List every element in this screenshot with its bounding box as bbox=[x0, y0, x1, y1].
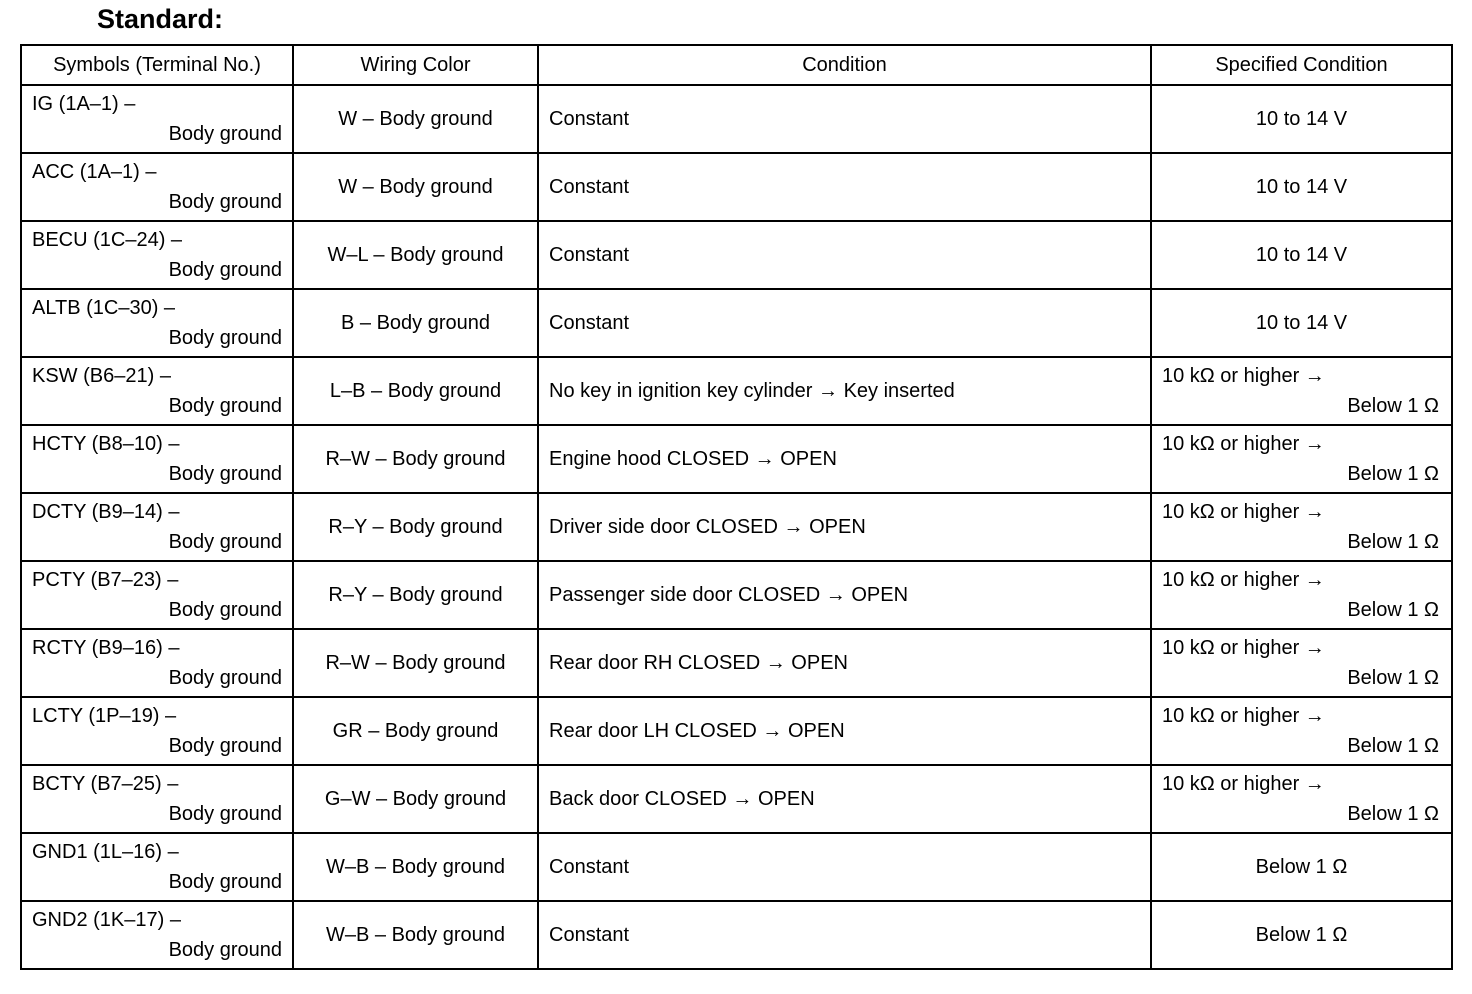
condition-cell: Constant bbox=[538, 901, 1151, 969]
symbol-cell bbox=[21, 901, 293, 969]
symbol-cell bbox=[21, 629, 293, 697]
specified-condition-cell bbox=[1151, 697, 1452, 765]
table-row bbox=[21, 697, 1452, 765]
column-header-symbols: Symbols (Terminal No.) bbox=[21, 45, 293, 85]
terminal-symbol: HCTY (B8–10) – bbox=[32, 433, 180, 455]
wiring-color-cell: W–L – Body ground bbox=[293, 221, 538, 289]
terminal-ground: Body ground bbox=[168, 871, 282, 893]
terminal-symbol: GND2 (1K–17) – bbox=[32, 909, 181, 931]
condition-cell: Constant bbox=[538, 153, 1151, 221]
terminal-ground: Body ground bbox=[168, 191, 282, 213]
table-row bbox=[21, 629, 1452, 697]
terminal-symbol: PCTY (B7–23) – bbox=[32, 569, 179, 591]
wiring-color-cell: W–B – Body ground bbox=[293, 833, 538, 901]
terminal-symbol: IG (1A–1) – bbox=[32, 93, 136, 115]
specified-condition-cell: 10 to 14 V bbox=[1151, 153, 1452, 221]
specified-condition-cell: 10 to 14 V bbox=[1151, 289, 1452, 357]
spec-value-after: Below 1 Ω bbox=[1347, 735, 1439, 757]
condition-cell: Constant bbox=[538, 289, 1151, 357]
table-row bbox=[21, 153, 1452, 221]
wiring-color-cell: B – Body ground bbox=[293, 289, 538, 357]
terminal-ground: Body ground bbox=[168, 667, 282, 689]
spec-value-before: 10 kΩ or higher → bbox=[1162, 569, 1325, 591]
specified-condition-cell: Below 1 Ω bbox=[1151, 833, 1452, 901]
table-row bbox=[21, 357, 1452, 425]
column-header-condition: Condition bbox=[538, 45, 1151, 85]
terminal-ground: Body ground bbox=[168, 395, 282, 417]
spec-value-after: Below 1 Ω bbox=[1347, 803, 1439, 825]
column-header-specified-condition: Specified Condition bbox=[1151, 45, 1452, 85]
table-row bbox=[21, 765, 1452, 833]
symbol-cell bbox=[21, 221, 293, 289]
wiring-color-cell: R–Y – Body ground bbox=[293, 493, 538, 561]
symbol-cell bbox=[21, 289, 293, 357]
spec-value-before: 10 kΩ or higher → bbox=[1162, 501, 1325, 523]
column-header-wiring-color: Wiring Color bbox=[293, 45, 538, 85]
symbol-cell bbox=[21, 425, 293, 493]
symbol-cell bbox=[21, 765, 293, 833]
terminal-symbol: ACC (1A–1) – bbox=[32, 161, 157, 183]
spec-value-before: 10 kΩ or higher → bbox=[1162, 773, 1325, 795]
wiring-color-cell: W–B – Body ground bbox=[293, 901, 538, 969]
condition-cell: Constant bbox=[538, 85, 1151, 153]
table-header-row bbox=[21, 45, 1452, 85]
specified-condition-cell bbox=[1151, 493, 1452, 561]
symbol-cell bbox=[21, 561, 293, 629]
table-body bbox=[21, 85, 1452, 969]
symbol-cell bbox=[21, 697, 293, 765]
specified-condition-cell bbox=[1151, 357, 1452, 425]
symbol-cell bbox=[21, 357, 293, 425]
terminal-ground: Body ground bbox=[168, 463, 282, 485]
terminal-symbol: BECU (1C–24) – bbox=[32, 229, 183, 251]
spec-value-after: Below 1 Ω bbox=[1347, 463, 1439, 485]
specified-condition-cell: 10 to 14 V bbox=[1151, 221, 1452, 289]
wiring-color-cell: R–W – Body ground bbox=[293, 425, 538, 493]
terminal-symbol: DCTY (B9–14) – bbox=[32, 501, 180, 523]
condition-cell: Driver side door CLOSED → OPEN bbox=[538, 493, 1151, 561]
specified-condition-cell bbox=[1151, 561, 1452, 629]
terminal-symbol: ALTB (1C–30) – bbox=[32, 297, 176, 319]
specified-condition-cell: 10 to 14 V bbox=[1151, 85, 1452, 153]
terminal-symbol: GND1 (1L–16) – bbox=[32, 841, 179, 863]
condition-cell: Rear door RH CLOSED → OPEN bbox=[538, 629, 1151, 697]
terminal-ground: Body ground bbox=[168, 259, 282, 281]
table-row bbox=[21, 901, 1452, 969]
wiring-color-cell: GR – Body ground bbox=[293, 697, 538, 765]
table-row bbox=[21, 289, 1452, 357]
spec-value-after: Below 1 Ω bbox=[1347, 395, 1439, 417]
terminal-symbol: BCTY (B7–25) – bbox=[32, 773, 179, 795]
condition-cell: Engine hood CLOSED → OPEN bbox=[538, 425, 1151, 493]
specified-condition-cell bbox=[1151, 629, 1452, 697]
table-row bbox=[21, 493, 1452, 561]
symbol-cell bbox=[21, 85, 293, 153]
standard-spec-table bbox=[20, 44, 1453, 970]
table-row bbox=[21, 425, 1452, 493]
table-row bbox=[21, 561, 1452, 629]
condition-cell: No key in ignition key cylinder → Key inserted bbox=[538, 357, 1151, 425]
terminal-ground: Body ground bbox=[168, 123, 282, 145]
condition-cell: Constant bbox=[538, 221, 1151, 289]
terminal-ground: Body ground bbox=[168, 531, 282, 553]
spec-value-before: 10 kΩ or higher → bbox=[1162, 705, 1325, 727]
spec-value-before: 10 kΩ or higher → bbox=[1162, 433, 1325, 455]
spec-value-before: 10 kΩ or higher → bbox=[1162, 365, 1325, 387]
terminal-symbol: KSW (B6–21) – bbox=[32, 365, 171, 387]
condition-cell: Rear door LH CLOSED → OPEN bbox=[538, 697, 1151, 765]
specified-condition-cell bbox=[1151, 425, 1452, 493]
wiring-color-cell: R–W – Body ground bbox=[293, 629, 538, 697]
specified-condition-cell bbox=[1151, 765, 1452, 833]
terminal-ground: Body ground bbox=[168, 327, 282, 349]
terminal-ground: Body ground bbox=[168, 599, 282, 621]
table-row bbox=[21, 221, 1452, 289]
spec-value-before: 10 kΩ or higher → bbox=[1162, 637, 1325, 659]
wiring-color-cell: W – Body ground bbox=[293, 85, 538, 153]
spec-value-after: Below 1 Ω bbox=[1347, 599, 1439, 621]
condition-cell: Passenger side door CLOSED → OPEN bbox=[538, 561, 1151, 629]
symbol-cell bbox=[21, 493, 293, 561]
page-heading: Standard: bbox=[97, 4, 224, 34]
symbol-cell bbox=[21, 833, 293, 901]
wiring-color-cell: L–B – Body ground bbox=[293, 357, 538, 425]
spec-value-after: Below 1 Ω bbox=[1347, 531, 1439, 553]
terminal-symbol: RCTY (B9–16) – bbox=[32, 637, 180, 659]
symbol-cell bbox=[21, 153, 293, 221]
table-row bbox=[21, 85, 1452, 153]
wiring-color-cell: G–W – Body ground bbox=[293, 765, 538, 833]
condition-cell: Back door CLOSED → OPEN bbox=[538, 765, 1151, 833]
wiring-color-cell: R–Y – Body ground bbox=[293, 561, 538, 629]
terminal-symbol: LCTY (1P–19) – bbox=[32, 705, 177, 727]
condition-cell: Constant bbox=[538, 833, 1151, 901]
terminal-ground: Body ground bbox=[168, 803, 282, 825]
terminal-ground: Body ground bbox=[168, 735, 282, 757]
terminal-ground: Body ground bbox=[168, 939, 282, 961]
table-row bbox=[21, 833, 1452, 901]
spec-value-after: Below 1 Ω bbox=[1347, 667, 1439, 689]
specified-condition-cell: Below 1 Ω bbox=[1151, 901, 1452, 969]
wiring-color-cell: W – Body ground bbox=[293, 153, 538, 221]
